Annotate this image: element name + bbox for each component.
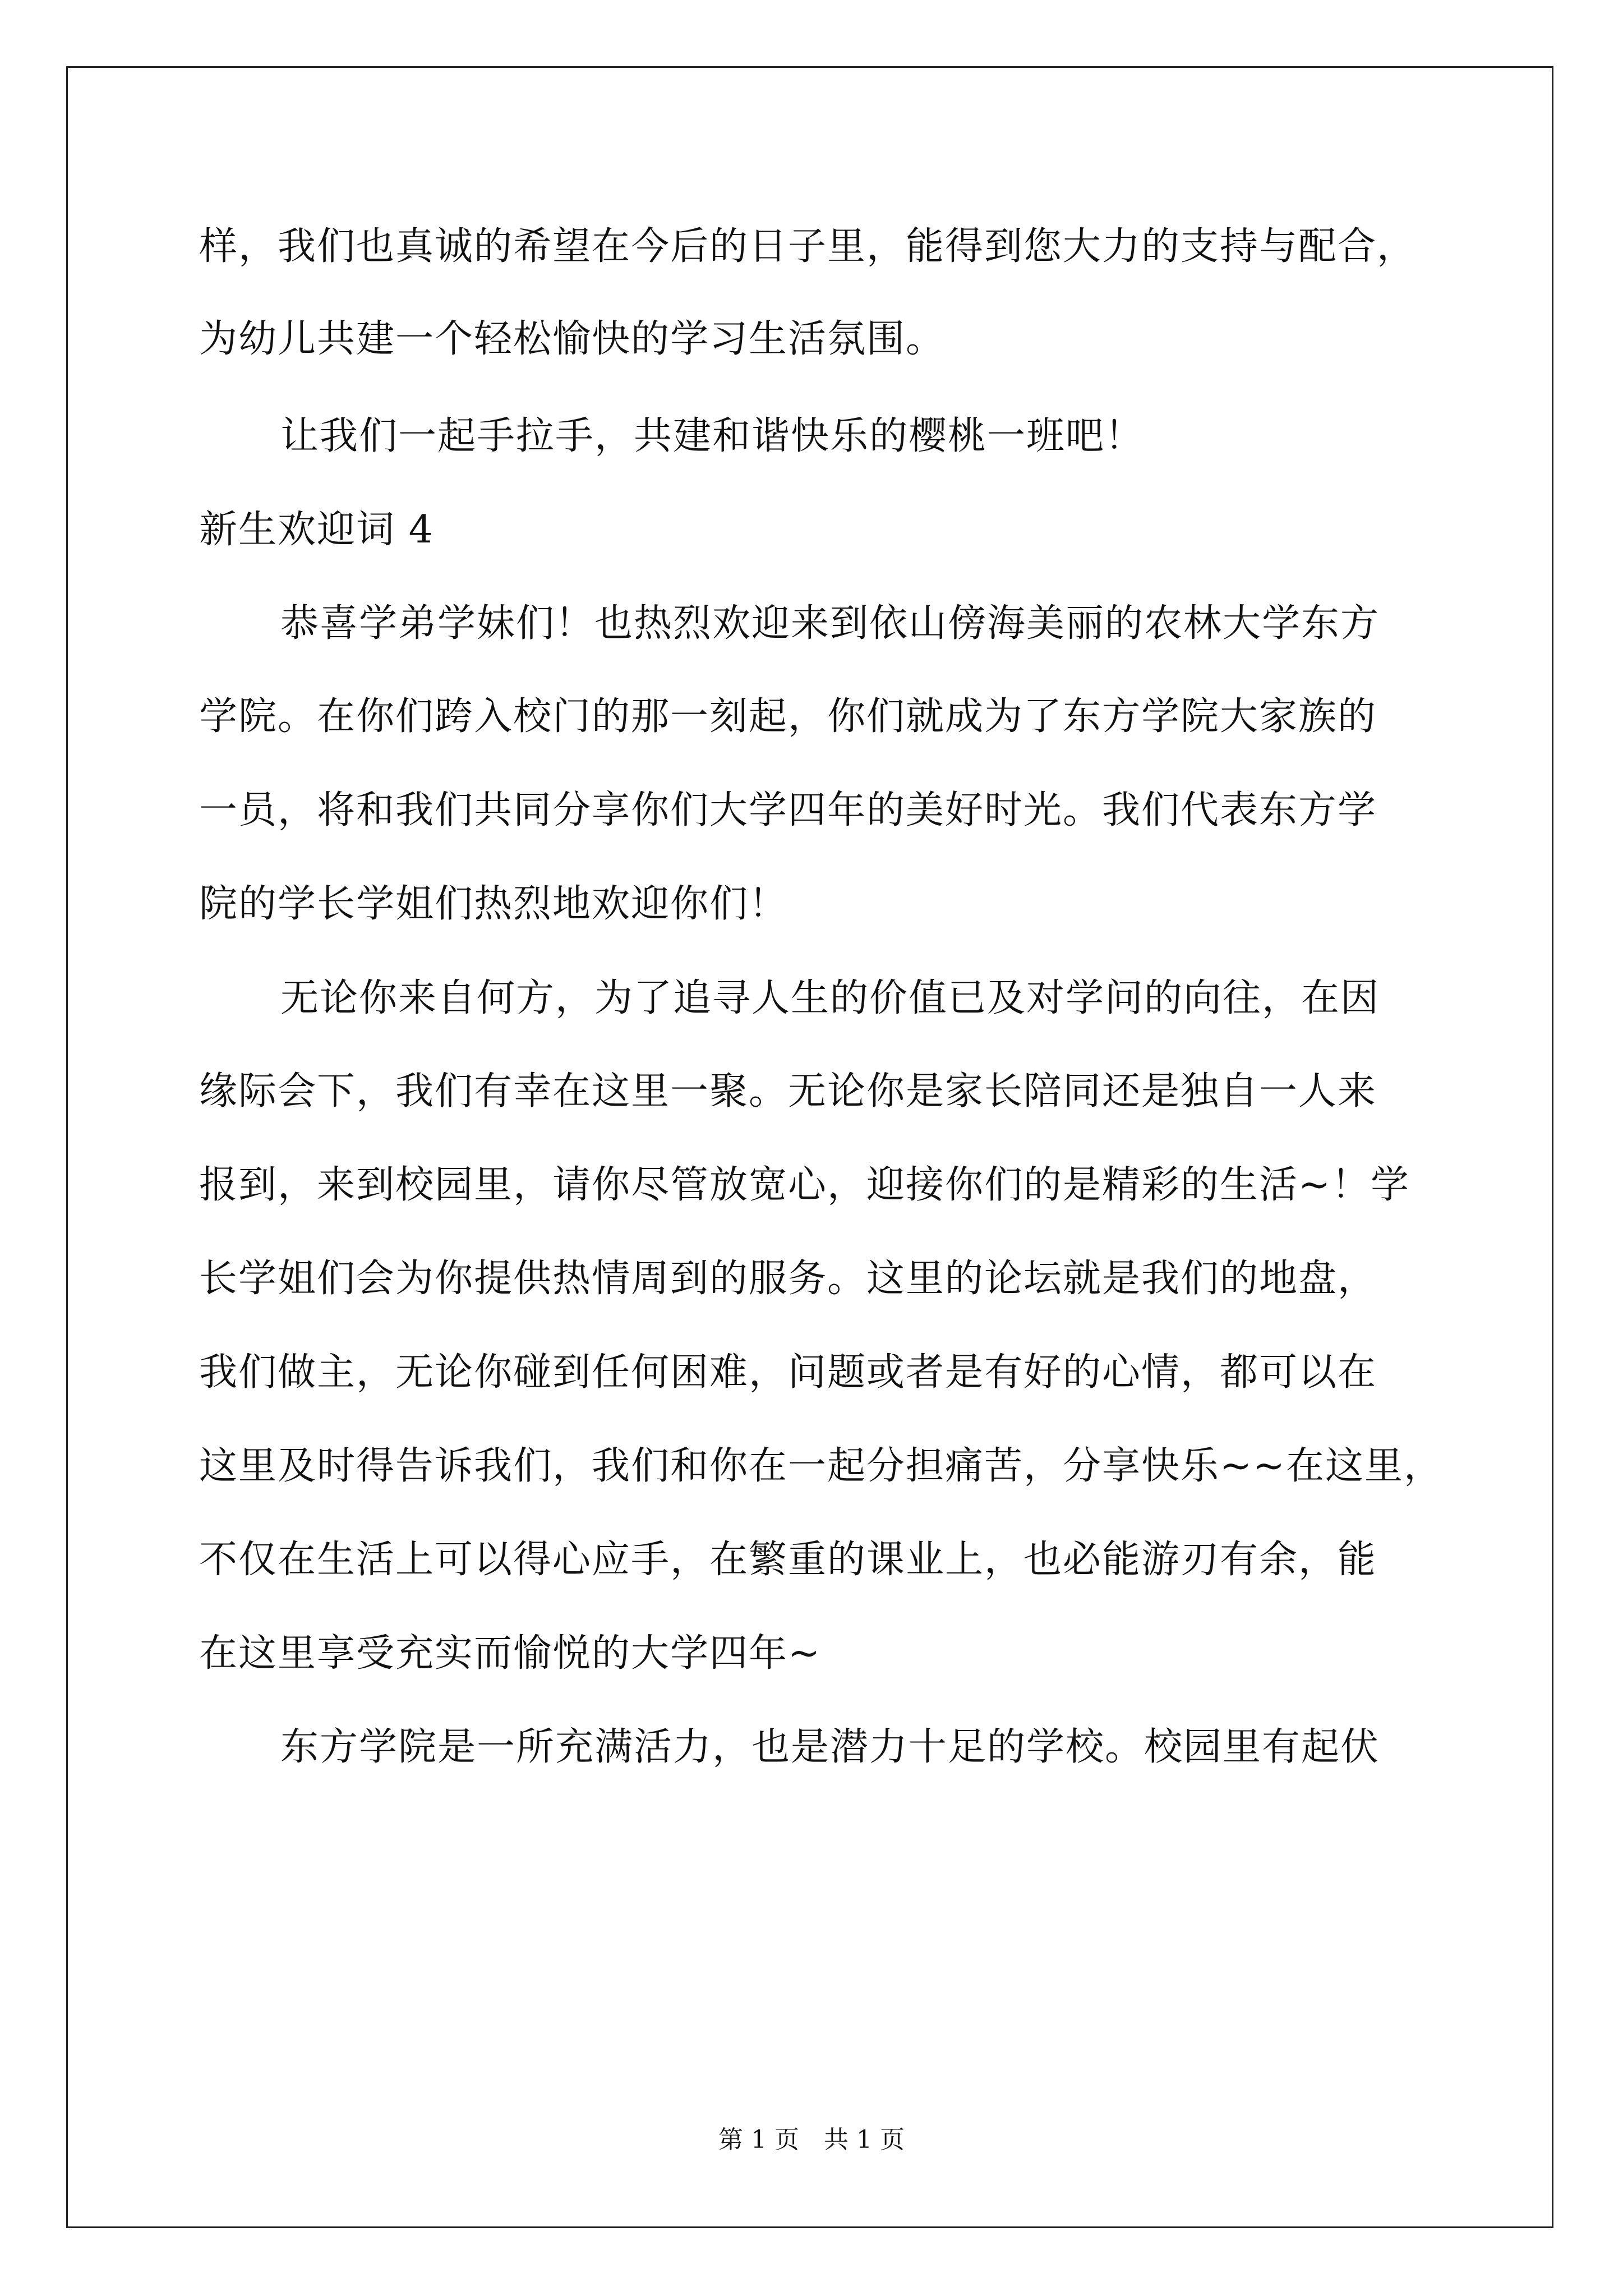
paragraph-line: 东方学院是一所充满活力，也是潜力十足的学校。校园里有起伏 — [280, 1725, 1380, 1769]
paragraph-line: 样，我们也真诚的希望在今后的日子里，能得到您大力的支持与配合， — [199, 224, 1417, 269]
paragraph-line: 恭喜学弟学妹们！也热烈欢迎来到依山傍海美丽的农林大学东方 — [280, 601, 1380, 646]
paragraph-line: 缘际会下，我们有幸在这里一聚。无论你是家长陪同还是独自一人来 — [199, 1069, 1377, 1114]
page-frame — [66, 66, 1553, 2228]
paragraph-line: 无论你来自何方，为了追寻人生的价值已及对学问的向往，在因 — [280, 976, 1380, 1020]
paragraph-line: 长学姐们会为你提供热情周到的服务。这里的论坛就是我们的地盘， — [199, 1257, 1377, 1301]
paragraph-line: 这里及时得告诉我们，我们和你在一起分担痛苦，分享快乐~~在这里， — [199, 1444, 1443, 1488]
paragraph-line: 在这里享受充实而愉悦的大学四年~ — [199, 1631, 821, 1676]
page-number-footer: 第 1 页 共 1 页 — [718, 2125, 905, 2154]
paragraph-line: 为幼儿共建一个轻松愉快的学习生活氛围。 — [199, 317, 946, 361]
section-heading: 新生欢迎词 4 — [199, 508, 434, 552]
paragraph-line: 院的学长学姐们热烈地欢迎你们！ — [199, 882, 789, 926]
paragraph-line: 我们做主，无论你碰到任何困难，问题或者是有好的心情，都可以在 — [199, 1350, 1377, 1395]
paragraph-line: 不仅在生活上可以得心应手，在繁重的课业上，也必能游刃有余，能 — [199, 1538, 1377, 1582]
paragraph-line: 让我们一起手拉手，共建和谐快乐的樱桃一班吧！ — [280, 414, 1145, 458]
paragraph-line: 学院。在你们跨入校门的那一刻起，你们就成为了东方学院大家族的 — [199, 694, 1377, 739]
paragraph-line: 一员，将和我们共同分享你们大学四年的美好时光。我们代表东方学 — [199, 788, 1377, 832]
paragraph-line: 报到，来到校园里，请你尽管放宽心，迎接你们的是精彩的生活~！学 — [199, 1163, 1410, 1207]
